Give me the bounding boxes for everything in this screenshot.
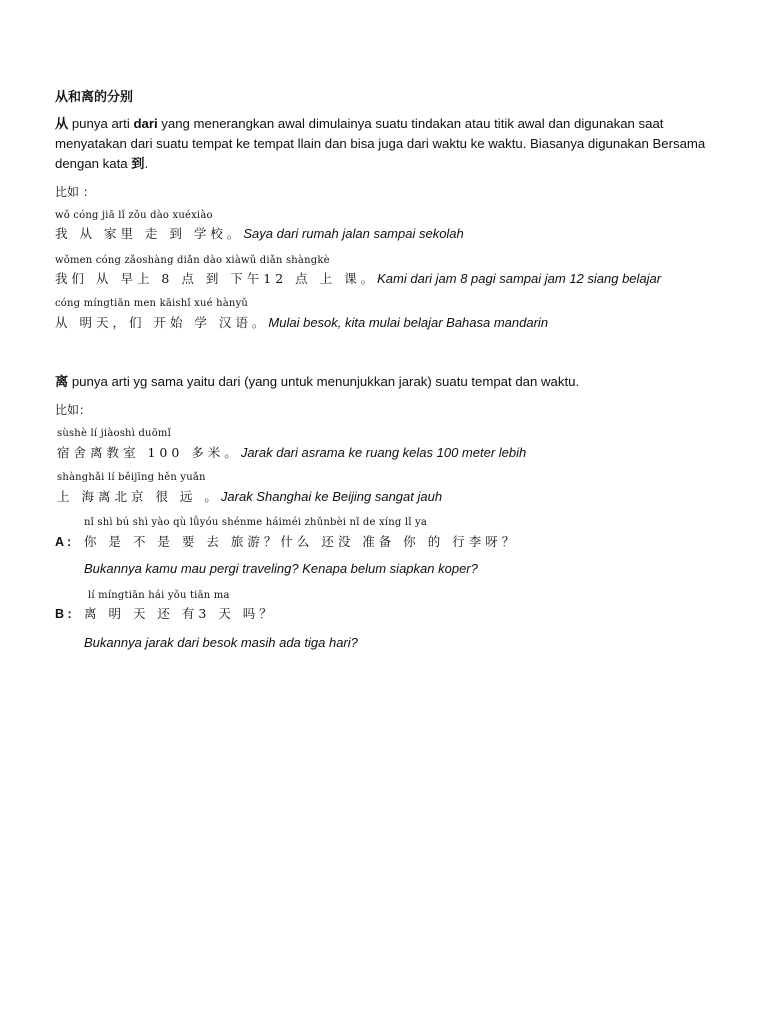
ex5-hanzi: 上 海离北京 很 远 。 [57,489,221,504]
ex3-translation: Mulai besok, kita mulai belajar Bahasa mandarin [268,315,549,330]
ex4-pinyin: sùshè lí jiàoshì duōmǐ [57,428,171,439]
li-paragraph [55,372,755,393]
li-text: punya arti yg sama yaitu dari (yang untuk menunjukkan jarak) suatu tempat dan waktu. [68,374,580,389]
dialog-b-translation: Bukannya jarak dari besok masih ada tiga hari? [84,635,358,650]
cong-line3b: . [144,156,149,171]
dialog-b-line [55,604,276,623]
ex1-hanzi: 我 从 家里 走 到 学校。 [55,226,244,241]
ex4-hanzi: 宿舍离教室 100 多米。 [57,445,241,460]
ex1-pinyin: wǒ cóng jiā lǐ zǒu dào xuéxiào [55,210,213,221]
dialog-a-translation: Bukannya kamu mau pergi traveling? Kenapa belum siapkan koper? [84,561,478,576]
dialog-a-pinyin: nǐ shì bú shì yào qù lǚyóu shénme háiméi zhǔnbèi nǐ de xíng lǐ ya [84,517,428,528]
ex5-pinyin: shànghǎi lí běijīng hěn yuǎn [57,472,206,483]
dialog-b-hanzi: 离 明 天 还 有3 天 吗？ [84,606,276,621]
dialog-a-speaker: A : [55,535,72,549]
ex5-translation: Jarak Shanghai ke Beijing sangat jauh [220,489,443,504]
ex4-translation: Jarak dari asrama ke ruang kelas 100 meter lebih [240,445,527,460]
ex2-line [55,269,661,288]
ex3-hanzi: 从 明天，们 开始 学 汉语。 [55,315,269,330]
cong-lead: 从 [55,117,69,132]
cong-text2: yang menerangkan awal dimulainya suatu tindakan atau titik awal dan digunakan saat [157,116,664,131]
ex2-pinyin: wǒmen cóng zǎoshàng diǎn dào xiàwǔ diǎn shàngkè [55,255,330,266]
li-lead: 离 [55,375,69,390]
dialog-b-pinyin: lí míngtiān hái yǒu tiān ma [88,590,230,601]
cong-line3a: dengan kata [55,156,132,171]
cong-line2: menyatakan dari suatu tempat ke tempat llain dan bisa juga dari waktu ke waktu. Biasanya digunakan Bersama [55,136,706,151]
example-label-2: 比如： [55,403,92,417]
ex3-line [55,313,548,332]
dialog-a-line [55,532,518,551]
ex2-hanzi: 我们 从 早上 8 点 到 下午12 点 上 课。 [55,271,378,286]
dialog-b-speaker: B : [55,607,72,621]
ex1-line [55,224,464,243]
example-label: 比如 ： [55,185,95,199]
cong-paragraph [55,114,755,174]
dialog-a-hanzi: 你 是 不 是 要 去 旅游？什么 还没 准备 你 的 行李呀？ [84,534,519,549]
ex2-translation: Kami dari jam 8 pagi sampai jam 12 siang belajar [377,271,662,286]
ex1-translation: Saya dari rumah jalan sampai sekolah [243,226,464,241]
ex5-line [57,487,442,506]
cong-text1: punya arti [68,116,134,131]
ex3-pinyin: cóng míngtiān men kāishǐ xué hànyǔ [55,298,249,309]
ex4-line [57,443,526,462]
cong-dao: 到 [131,157,145,172]
cong-dari: dari [133,116,158,131]
page-title: 从和离的分别 [55,90,134,105]
